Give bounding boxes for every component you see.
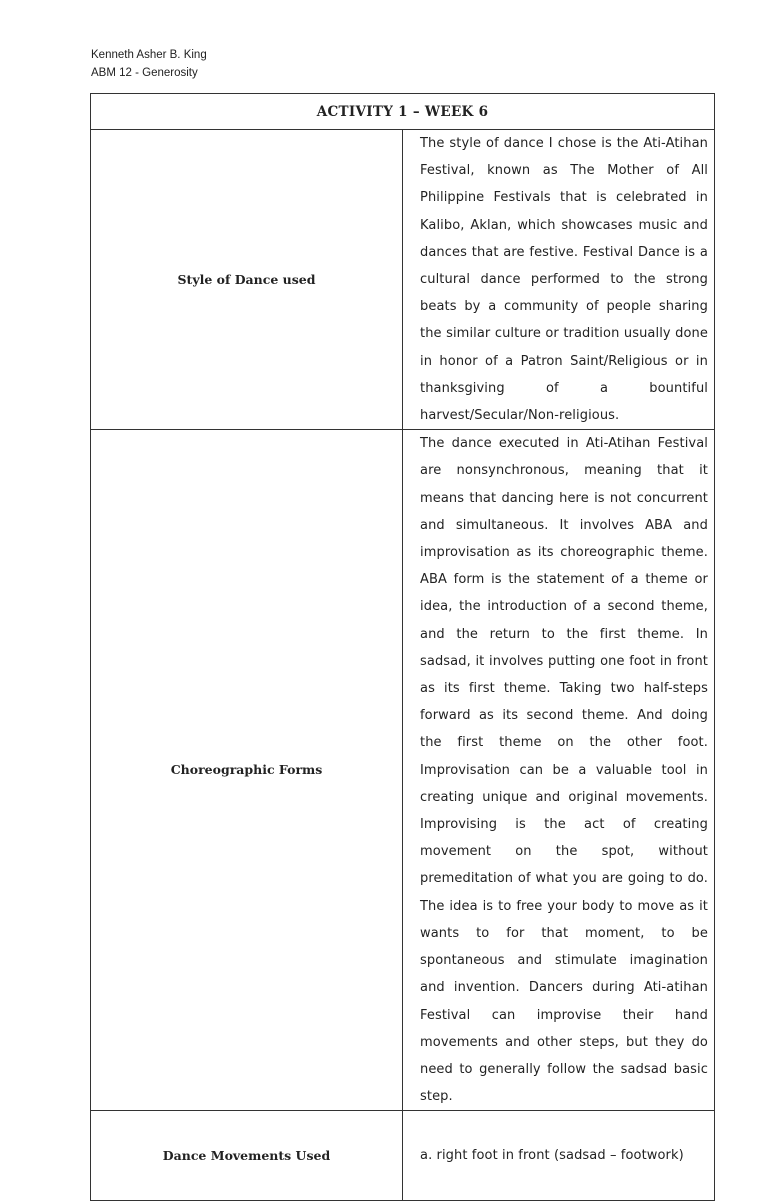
student-name: Kenneth Asher B. King bbox=[91, 49, 207, 61]
student-section: ABM 12 - Generosity bbox=[91, 67, 198, 79]
row-content-style-of-dance: The style of dance I chose is the Ati-Atihan Festival, known as The Mother of All Philippine Festivals that is celebrated in Kalibo, Aklan, which showcases music and dances that are festive. Festival Dance is a cultural dance performed to the strong beats by a community of people sharing the similar culture or tradition usually done in honor of a Patron Saint/Religious or in thanksgiving of a bountiful harvest/Secular/Non-religious. bbox=[403, 130, 715, 430]
row-content-dance-movements bbox=[403, 1111, 715, 1201]
row-label-dance-movements: Dance Movements Used bbox=[91, 1111, 403, 1201]
row-content-choreographic-forms: The dance executed in Ati-Atihan Festival are nonsynchronous, meaning that it means that dancing here is not concurrent and simultaneous. It involves ABA and improvisation as its choreographic theme. ABA form is the statement of a theme or idea, the introduction of a second theme, and the return to the first theme. In sadsad, it involves putting one foot in front as its first theme. Taking two half-steps forward as its second theme. And doing the first theme on the other foot. Improvisation can be a valuable tool in creating unique and original movements. Improvising is the act of creating movement on the spot, without premeditation of what you are going to do. The idea is to free your body to move as it wants to for that moment, to be spontaneous and stimulate imagination and invention. Dancers during Ati-atihan Festival can improvise their hand movements and other steps, but they do need to generally follow the sadsad basic step. bbox=[403, 430, 715, 1111]
activity-table bbox=[90, 93, 715, 1201]
table-row-style-of-dance bbox=[91, 130, 715, 430]
row-label-style-of-dance: Style of Dance used bbox=[91, 130, 403, 430]
table-row-dance-movements bbox=[91, 1111, 715, 1201]
document-header bbox=[91, 46, 207, 82]
title-row bbox=[91, 94, 715, 130]
dance-movement-item: a. right foot in front (sadsad – footwork) bbox=[420, 1148, 684, 1164]
activity-title: ACTIVITY 1 – WEEK 6 bbox=[91, 94, 715, 130]
table-row-choreographic-forms bbox=[91, 430, 715, 1111]
row-label-choreographic-forms: Choreographic Forms bbox=[91, 430, 403, 1111]
